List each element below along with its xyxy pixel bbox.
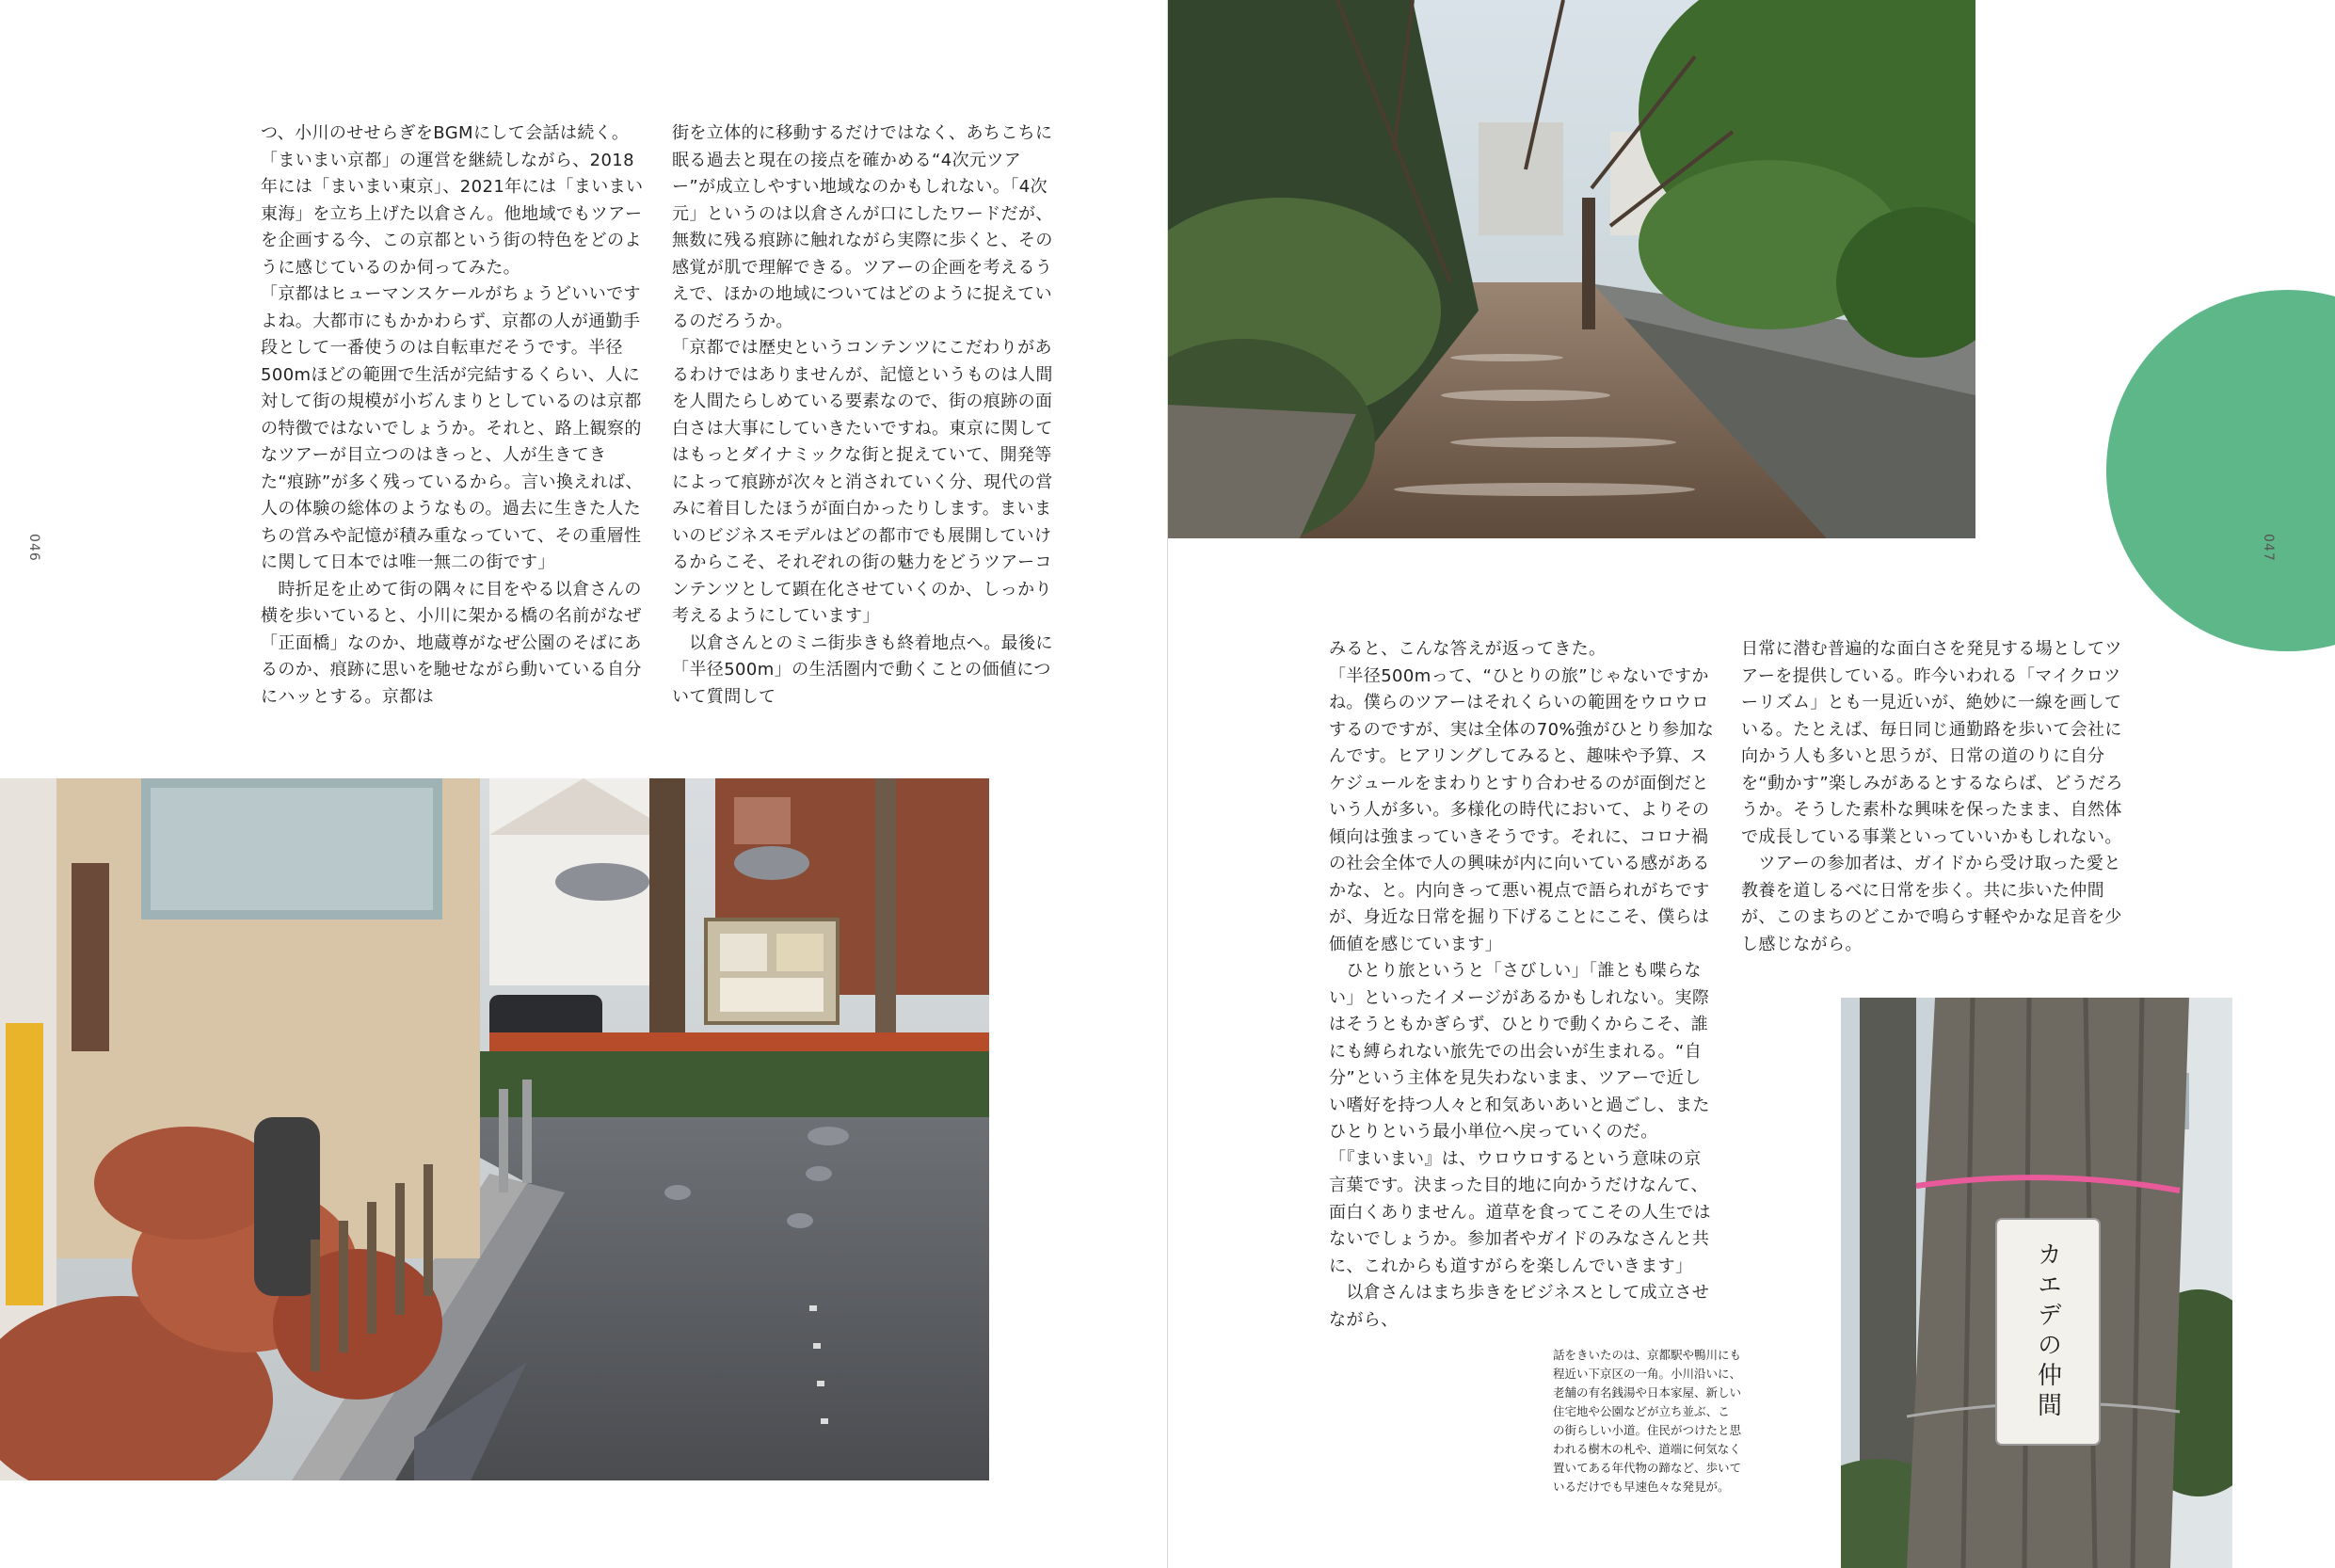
paragraph: みると、こんな答えが返ってきた。 <box>1329 639 1607 659</box>
paragraph: ひとり旅というと「さびしい」「誰とも喋らない」といったイメージがあるかもしれない。実際はそうともかぎらず、ひとりで動くからこそ、誰にも縛られない旅先での出会いが生まれる。“自分”という主体を見失わないまま、ツアーで近しい嗜好を持つ人々と和気あいあいと過ごし、またひとりという最小単位へ戻っていくのだ。 <box>1329 961 1710 1142</box>
right-column-2 <box>1741 636 2127 958</box>
left-column-1 <box>261 120 647 711</box>
photo-canal <box>1168 0 1975 538</box>
photo-street-pigeons <box>0 778 989 1480</box>
paragraph: つ、小川のせせらぎをBGMにして会話は続く。「まいまい京都」の運営を継続しながら、2018年には「まいまい東京」、2021年には「まいまい東海」を立ち上げた以倉さん。他地域でもツアーを企画する今、この京都という街の特色をどのように感じているのか伺ってみた。 <box>261 123 644 278</box>
page-number-right: 047 <box>2261 534 2276 562</box>
left-column-2 <box>672 120 1058 711</box>
paragraph: 日常に潜む普遍的な面白さを発見する場としてツアーを提供している。昨今いわれる「マイクロツーリズム」とも一見近いが、絶妙に一線を画している。たとえば、毎日同じ通勤路を歩いて会社に向かう人も多いと思うが、日常の道のりに自分を“動かす”楽しみがあるとするならば、どうだろうか。そうした素朴な興味を保ったまま、自然体で成長している事業といっていいかもしれない。 <box>1741 639 2123 847</box>
paragraph: 「京都はヒューマンスケールがちょうどいいですよね。大都市にもかかわらず、京都の人が通勤手段として一番使うのは自転車だそうです。半径500mほどの範囲で生活が完結するくらい、人に対して街の規模が小ぢんまりとしているのは京都の特徴ではないでしょうか。それと、路上観察的なツアーが目立つのはきっと、人が生きてきた“痕跡”が多く残っているから。言い換えれば、人の体験の総体のようなもの。過去に生きた人たちの営みや記憶が積み重なっていて、その重層性に関して日本では唯一無二の街です」 <box>261 284 643 572</box>
paragraph: 「半径500mって、“ひとりの旅”じゃないですかね。僕らのツアーはそれくらいの範囲をウロウロするのですが、実は全体の70%強がひとり参加なんです。ヒアリングしてみると、趣味や予算、スケジュールをまわりとすり合わせるのが面倒だという人が多い。多様化の時代において、よりその傾向は強まっていきそうです。それに、コロナ禍の社会全体で人の興味が内に向いている感があるかな、と。内向きって悪い視点で語られがちですが、身近な日常を掘り下げることにこそ、僕らは価値を感じています」 <box>1329 665 1715 954</box>
accent-circle <box>2106 290 2335 651</box>
paragraph: 以倉さんとのミニ街歩きも終着地点へ。最後に「半径500m」の生活圏内で動くことの価値について質問して <box>672 632 1053 707</box>
paragraph: 「京都では歴史というコンテンツにこだわりがあるわけではありませんが、記憶というものは人間を人間たらしめている要素なので、街の痕跡の面白さは大事にしていきたいですね。東京に関してはもっとダイナミックな街と捉えていて、開発等によって痕跡が次々と消されていく分、現代の営みに着目したほうが面白かったりします。まいまいのビジネスモデルはどの都市でも展開していけるからこそ、それぞれの街の魅力をどうツアーコンテンツとして顕在化させていくのか、しっかり考えるようにしています」 <box>672 338 1053 626</box>
right-column-1 <box>1329 636 1715 1334</box>
paragraph: 「『まいまい』は、ウロウロするという意味の京言葉です。決まった目的地に向かうだけなんて、面白くありません。道草を食ってこその人生ではないでしょうか。参加者やガイドのみなさんと共に、これからも道すがらを楽しんでいきます」 <box>1329 1148 1711 1276</box>
page-number-left: 046 <box>26 534 41 562</box>
photo-tree-tag <box>1841 998 2232 1568</box>
paragraph: 時折足を止めて街の隅々に目をやる以倉さんの横を歩いていると、小川に架かる橋の名前がなぜ「正面橋」なのか、地蔵尊がなぜ公園のそばにあるのか、痕跡に思いを馳せながら動いている自分にハッとする。京都は <box>261 579 642 707</box>
caption-text: 話をきいたのは、京都駅や鴨川にも程近い下京区の一角。小川沿いに、老舗の有名銭湯や日本家屋、新しい住宅地や公園などが立ち並ぶ、この街らしい小道。住民がつけたと思われる樹木の札や、道端に何気なく置いてある年代物の蹄など、歩いているだけでも早速色々な発見が。 <box>1553 1348 1742 1494</box>
paragraph: ツアーの参加者は、ガイドから受け取った愛と教養を道しるべに日常を歩く。共に歩いた仲間が、このまちのどこかで鳴らす軽やかな足音を少し感じながら。 <box>1741 854 2122 954</box>
photo-caption <box>1553 1346 1741 1496</box>
paragraph: 街を立体的に移動するだけではなく、あちこちに眠る過去と現在の接点を確かめる“4次元ツアー”が成立しやすい地域なのかもしれない。「4次元」というのは以倉さんが口にしたワードだが、無数に残る痕跡に触れながら実際に歩くと、その感覚が肌で理解できる。ツアーの企画を考えるうえで、ほかの地域についてはどのように捉えているのだろうか。 <box>672 123 1053 331</box>
tree-tag-label: カエデの仲間 <box>2033 1241 2062 1422</box>
paragraph: 以倉さんはまち歩きをビジネスとして成立させながら、 <box>1329 1283 1710 1330</box>
